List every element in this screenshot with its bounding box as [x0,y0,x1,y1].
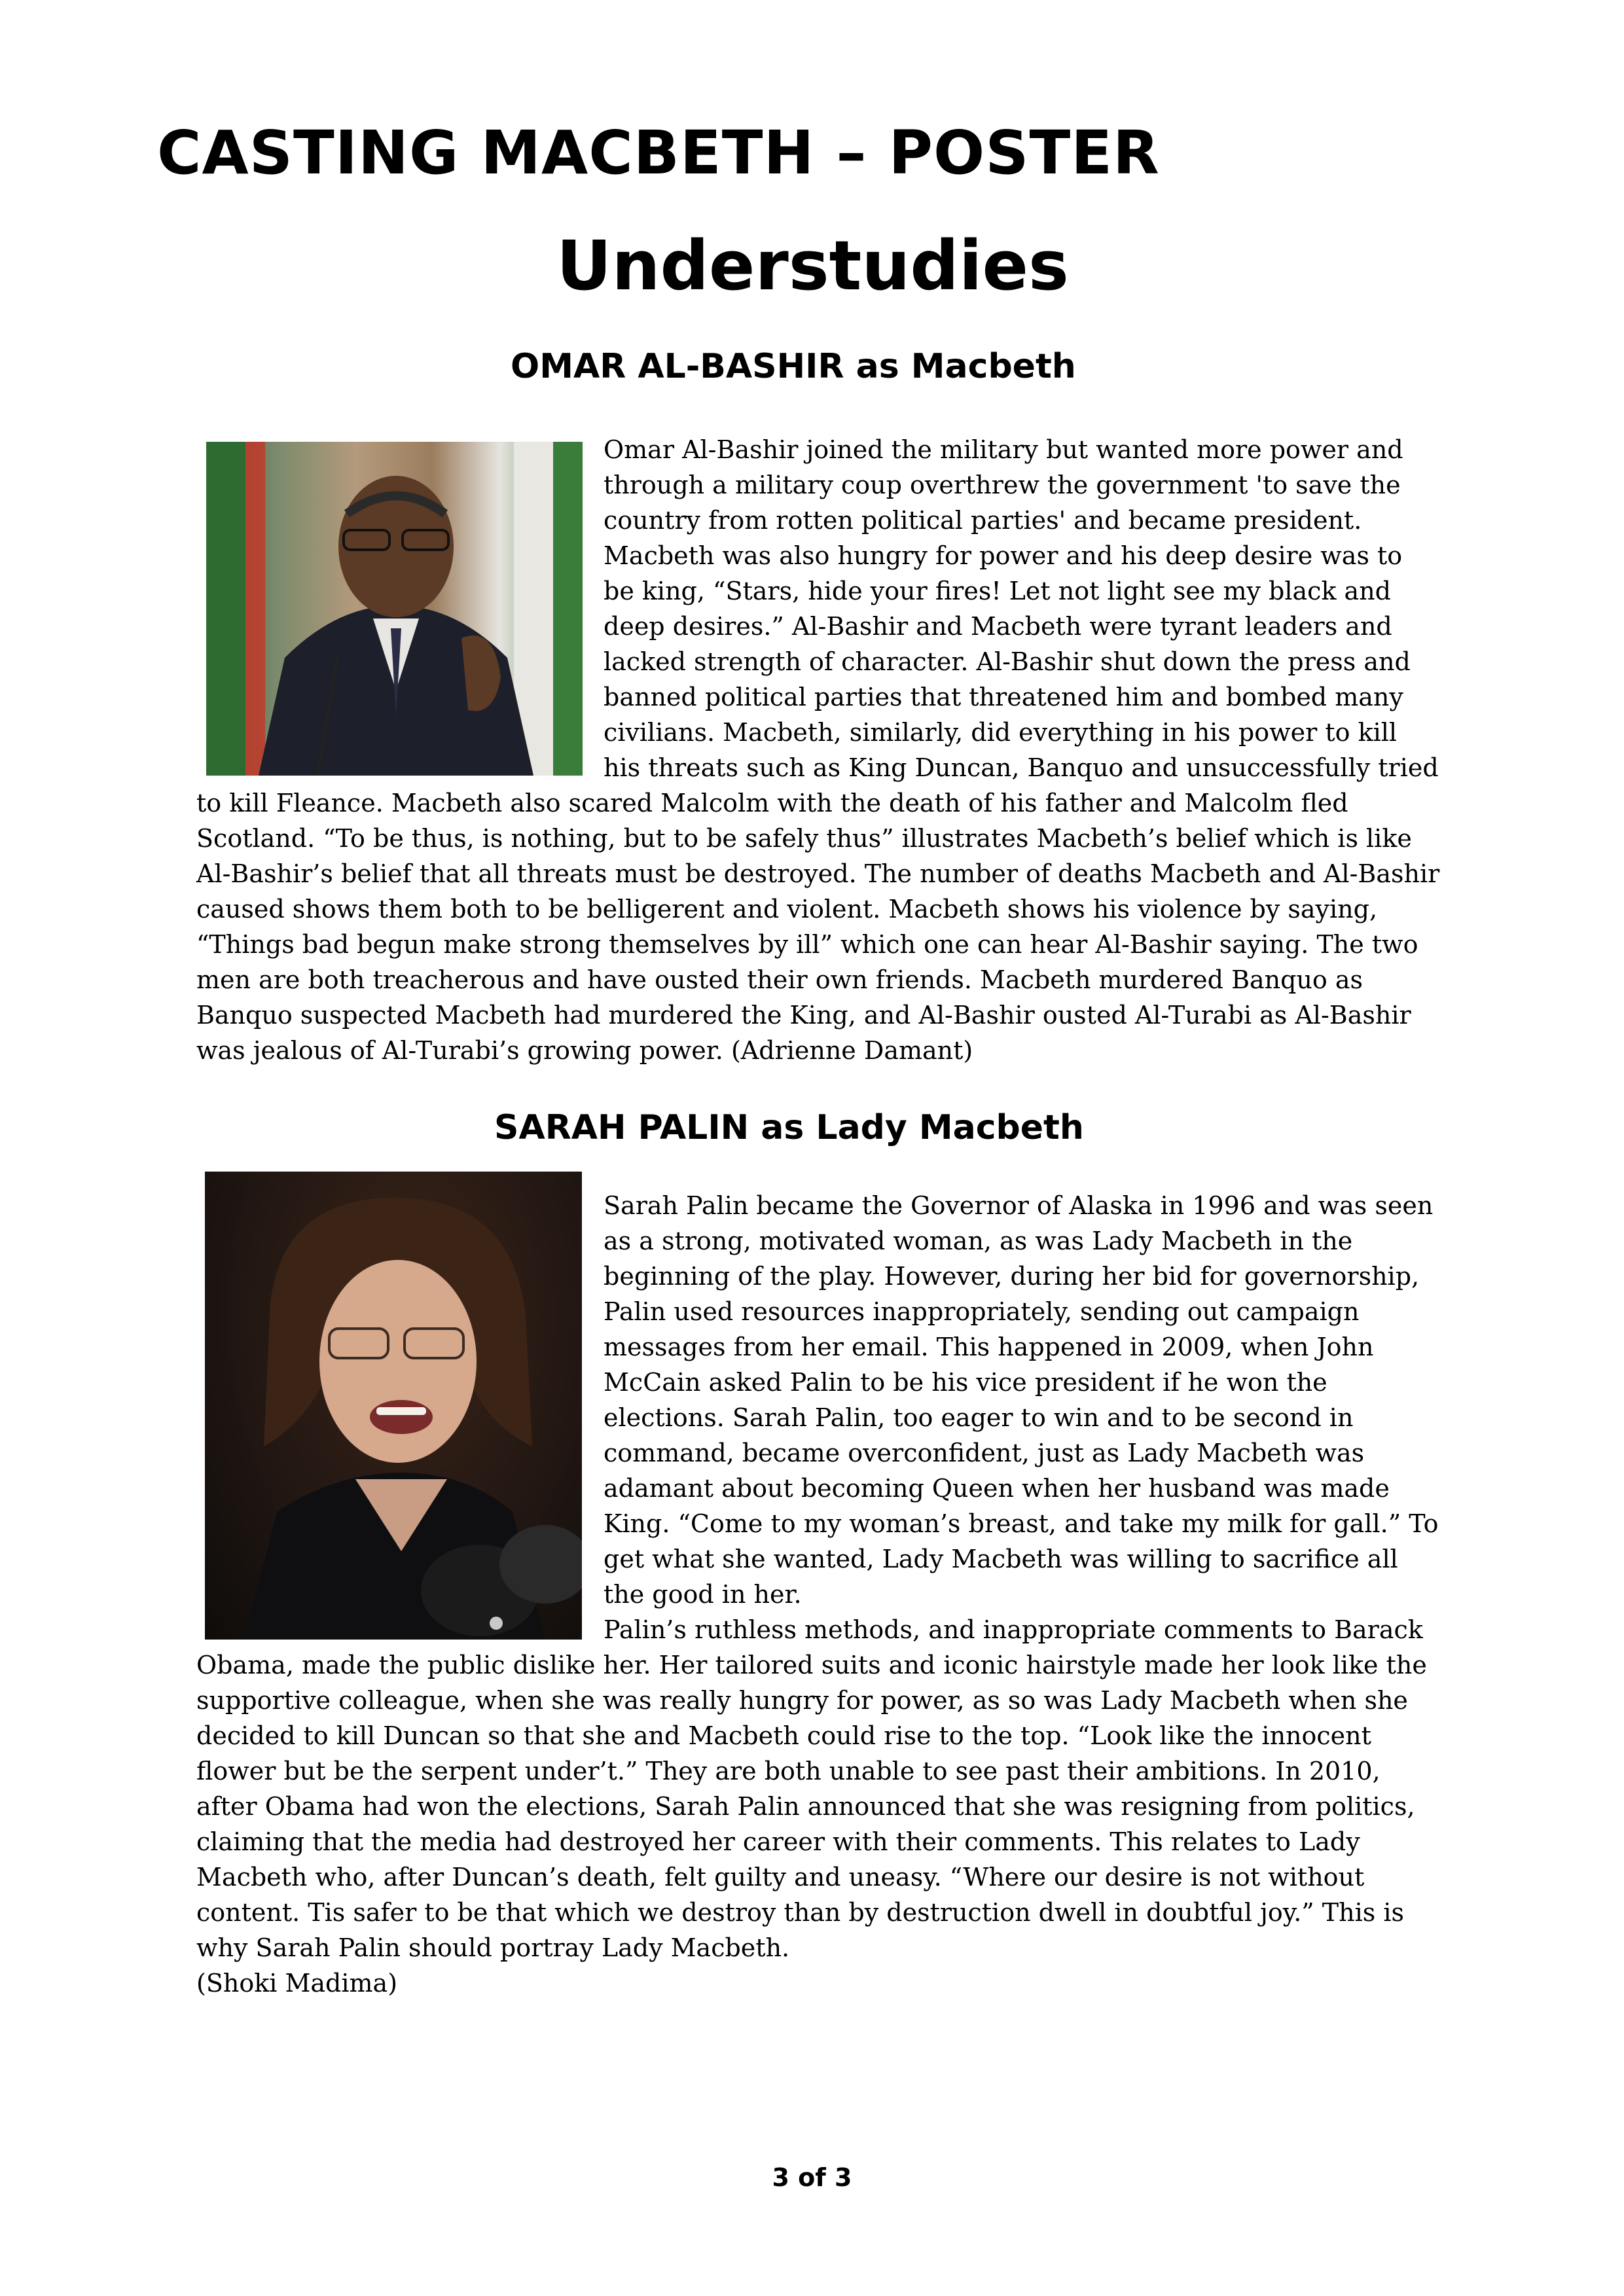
section-body-bashir [196,432,1440,1068]
section-body-palin [196,1188,1440,2001]
palin-paragraph-2: Palin’s ruthless methods, and inappropriate comments to Barack Obama, made the public dislike her. Her tailored suits and iconic hairstyle made her look like the supportive colleague, when she was really hungry for power, as so was Lady Macbeth when she decided to kill Duncan so that she and Macbeth could rise to the top. “Look like the innocent flower but be the serpent under’t.” They are both unable to see past their ambitions. In 2010, after Obama had won the elections, Sarah Palin announced that she was resigning from politics, claiming that the media had destroyed her career with their comments. This relates to Lady Macbeth who, after Duncan’s death, felt guilty and uneasy. “Where our desire is not without content. Tis safer to be that which we destroy than by destruction dwell in doubtful joy.” This is why Sarah Palin should portray Lady Macbeth. [196,1615,1427,1962]
photo-wrap-spacer [196,432,596,785]
palin-author: (Shoki Madima) [196,1969,398,1998]
section-heading-palin: SARAH PALIN as Lady Macbeth [494,1108,1084,1147]
palin-paragraph-1: Sarah Palin became the Governor of Alaska in 1996 and was seen as a strong, motivated woman, as was Lady Macbeth in the beginning of the play. However, during her bid for governorship, Palin used resources inappropriately, sending out campaign messages from her email. This happened in 2009, when John McCain asked Palin to be his vice president if he won the elections. Sarah Palin, too eager to win and to be second in command, became overconfident, just as Lady Macbeth was adamant about becoming Queen when her husband was made King. “Come to my woman’s breast, and take my milk for gall.” To get what she wanted, Lady Macbeth was willing to sacrifice all the good in her. [604,1191,1439,1609]
bashir-paragraph: Omar Al-Bashir joined the military but wanted more power and through a military coup overthrew the government 'to save the country from rotten political parties' and became president. Macbeth was also hungry for power and his deep desire was to be king, “Stars, hide your fires! Let not light see my black and deep desires.” Al-Bashir and Macbeth were tyrant leaders and lacked strength of character. Al-Bashir shut down the press and banned political parties that threatened him and bombed many civilians. Macbeth, similarly, did everything in his power to kill his threats such as King Duncan, Banquo and unsuccessfully tried to kill Fleance. Macbeth also scared Malcolm with the death of his father and Malcolm fled Scotland. “To be thus, is nothing, but to be safely thus” illustrates Macbeth’s belief which is like Al-Bashir’s belief that all threats must be destroyed. The number of deaths Macbeth and Al-Bashir caused shows them both to be belligerent and violent. Macbeth shows his violence by saying, “Things bad begun make strong themselves by ill” which one can hear Al-Bashir saying. The two men are both treacherous and have ousted their own friends. Macbeth murdered Banquo as Banquo suspected Macbeth had murdered the King, and Al-Bashir ousted Al-Turabi as Al-Bashir was jealous of Al-Turabi’s growing power. (Adrienne Damant) [196,435,1440,1065]
photo-wrap-spacer [196,1188,596,1646]
section-heading-bashir: OMAR AL-BASHIR as Macbeth [511,347,1076,386]
page-title: CASTING MACBETH – POSTER [157,118,1160,188]
page-subtitle: Understudies [556,226,1069,306]
page-number: 3 of 3 [772,2163,852,2192]
